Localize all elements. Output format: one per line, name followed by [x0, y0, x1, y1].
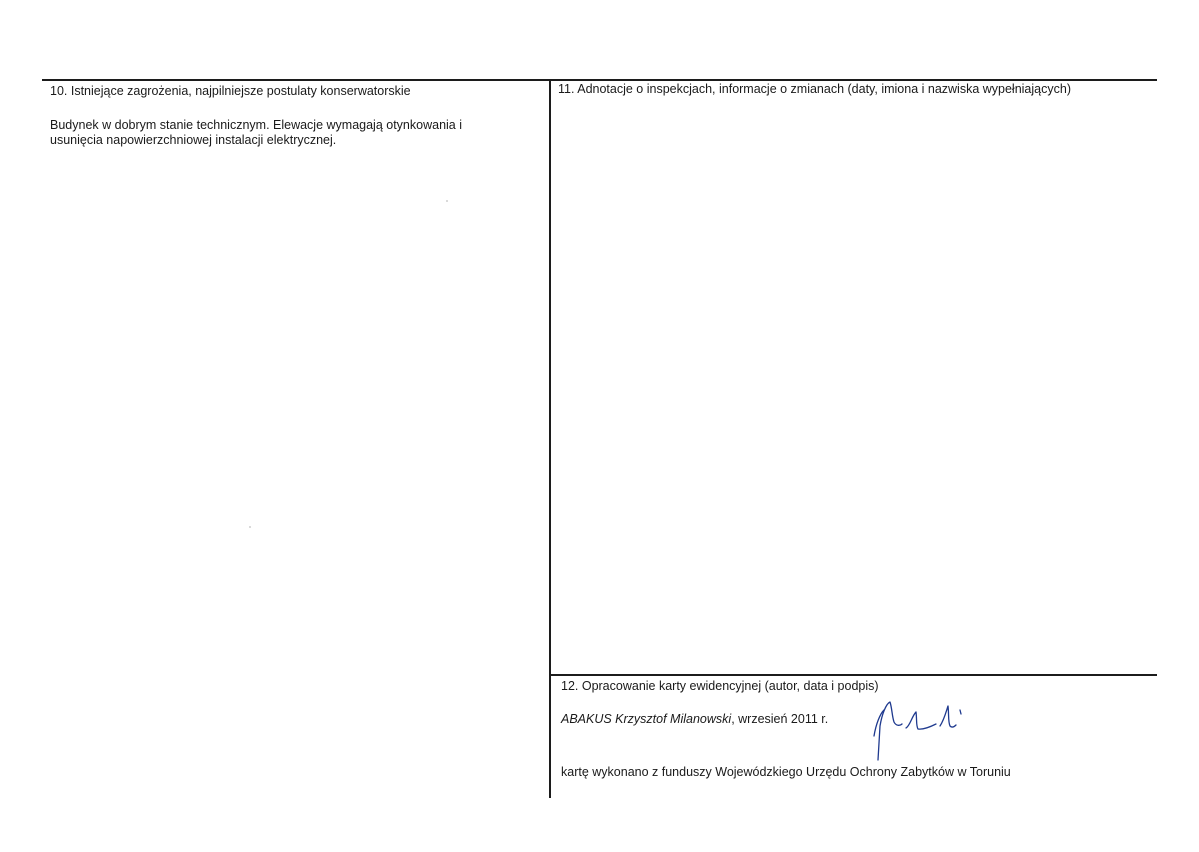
section-11-heading: 11. Adnotacje o inspekcjach, informacje o zmianach (daty, imiona i nazwiska wypełniających)	[558, 82, 1071, 96]
section-12-heading: 12. Opracowanie karty ewidencyjnej (autor, data i podpis)	[561, 679, 879, 693]
section-10-heading: 10. Istniejące zagrożenia, najpilniejsze postulaty konserwatorskie	[50, 84, 411, 98]
author-date: , wrzesień 2011 r.	[731, 712, 829, 726]
section-10-body-line-2: usunięcia napowierzchniowej instalacji elektrycznej.	[50, 133, 337, 147]
column-divider	[549, 80, 551, 798]
author-name: ABAKUS Krzysztof Milanowski	[561, 712, 732, 726]
funding-note: kartę wykonano z funduszy Wojewódzkiego Urzędu Ochrony Zabytków w Toruniu	[561, 765, 1011, 779]
scan-speck	[249, 526, 251, 528]
signature-icon	[870, 696, 970, 766]
author-line	[561, 712, 828, 727]
section-10-body-line-1: Budynek w dobrym stanie technicznym. Elewacje wymagają otynkowania i	[50, 118, 462, 132]
section-12-border-line	[551, 674, 1157, 676]
section-10-body	[50, 118, 462, 148]
scan-speck	[446, 200, 448, 202]
top-border-line	[42, 79, 1157, 81]
